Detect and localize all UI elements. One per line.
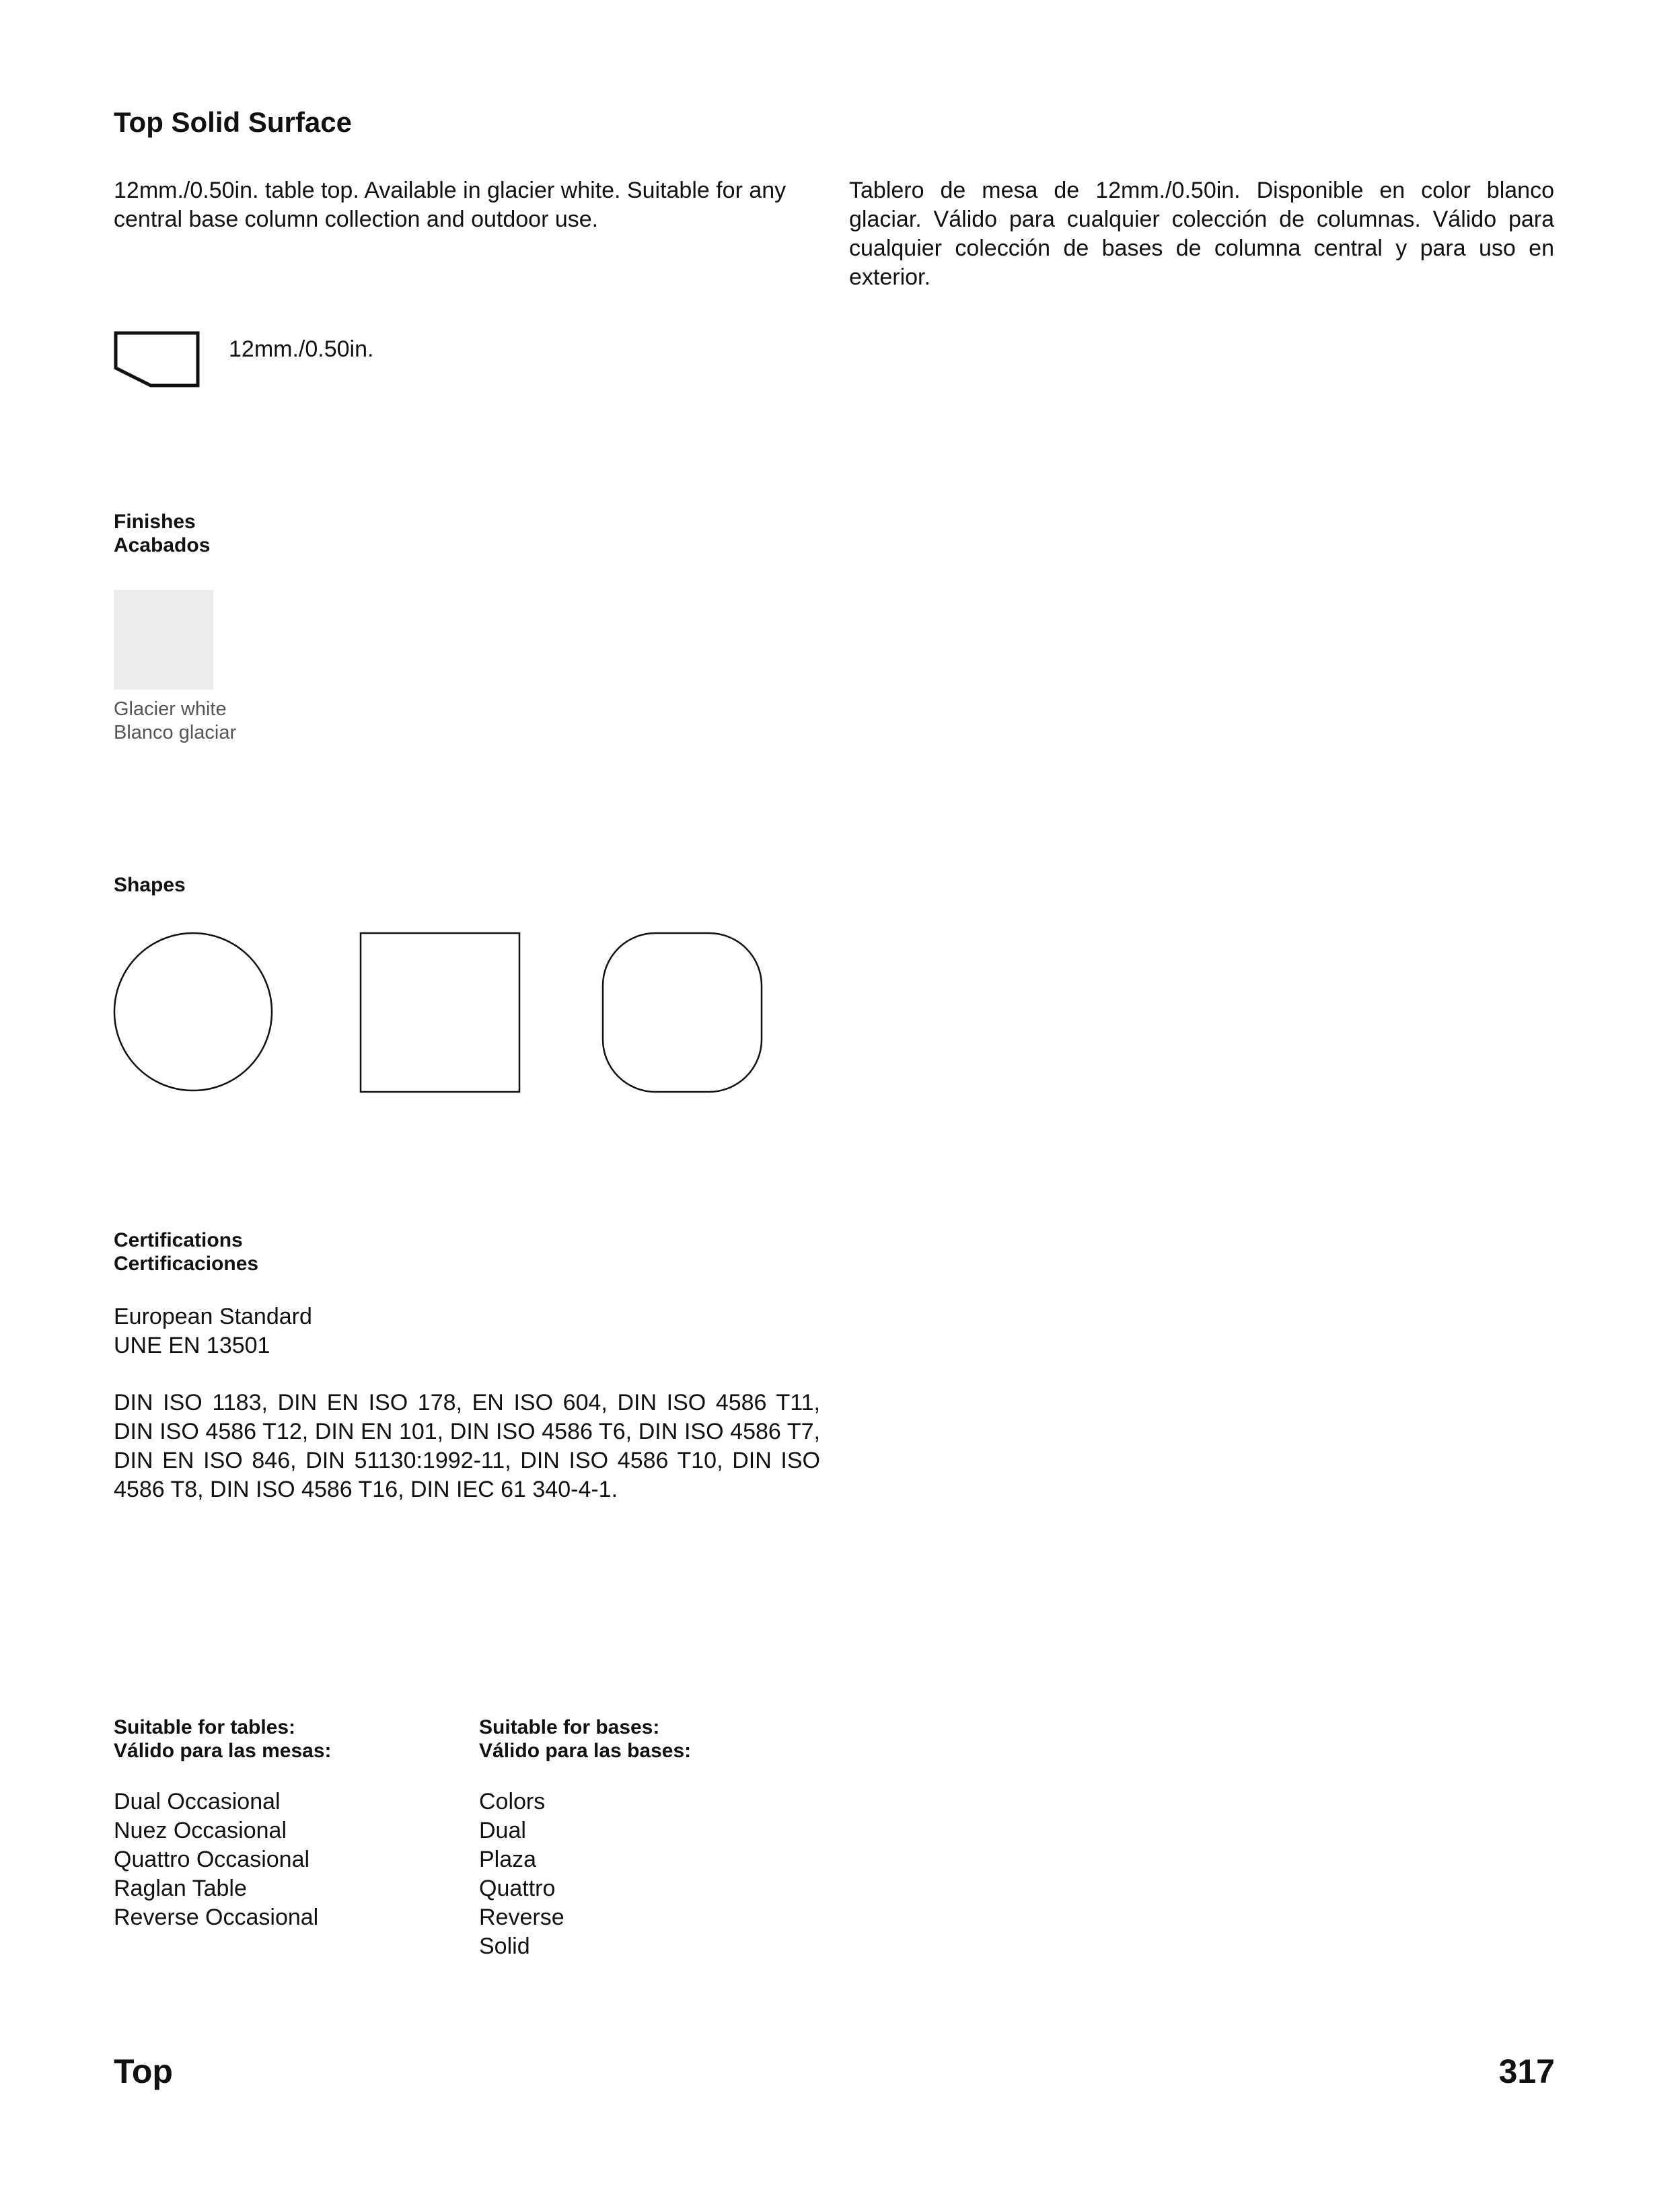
suitable-bases-list [479,1787,564,1961]
list-item: Nuez Occasional [114,1818,287,1843]
finish-name-es: Blanco glaciar [114,722,237,743]
finishes-heading [114,510,210,557]
edge-profile-icon [114,331,201,388]
thickness-label: 12mm./0.50in. [229,336,374,362]
page-number: 317 [1498,2053,1555,2090]
certification-list: DIN ISO 1183, DIN EN ISO 178, EN ISO 604, DIN ISO 4586 T11, DIN ISO 4586 T12, DIN EN 101, DIN ISO 4586 T6, DIN ISO 4586 T7, DIN EN ISO 846, DIN 51130:1992-11, DIN ISO 4586 T10, DIN ISO 4586 T8, DIN ISO 4586 T16, DIN IEC 61 340-4-1. [114,1390,820,1502]
suitable-bases-heading [479,1716,691,1763]
standard-line-2: UNE EN 13501 [114,1333,270,1358]
rounded-square-shape-icon [603,933,762,1092]
standard-line-1: European Standard [114,1304,312,1329]
certifications-heading-es: Certificaciones [114,1253,259,1275]
suitable-tables-heading-es: Válido para las mesas: [114,1740,332,1762]
square-shape-icon [361,933,519,1092]
list-item: Raglan Table [114,1876,247,1901]
certifications-heading [114,1228,258,1276]
description-spanish: Tablero de mesa de 12mm./0.50in. Disponible en color blanco glaciar. Válido para cualquier colección de columnas. Válido para cualquier colección de bases de columna central y para uso en exterior. [849,178,1554,290]
suitable-tables-heading [114,1716,332,1763]
shapes-heading: Shapes [114,874,186,896]
finishes-heading-en: Finishes [114,511,196,533]
list-item: Dual Occasional [114,1789,281,1814]
list-item: Quattro [479,1876,556,1901]
list-item: Reverse Occasional [114,1905,319,1930]
finish-swatch-label [114,698,236,745]
list-item: Solid [479,1933,530,1959]
suitable-tables-heading-en: Suitable for tables: [114,1716,296,1738]
description-english: 12mm./0.50in. table top. Available in glacier white. Suitable for any central base column collection and outdoor use. [114,178,787,232]
suitable-bases-heading-en: Suitable for bases: [479,1716,660,1738]
suitable-tables-list [114,1787,318,1932]
footer-section-title: Top [114,2053,173,2090]
page-title: Top Solid Surface [114,106,352,138]
list-item: Colors [479,1789,546,1814]
finish-name-en: Glacier white [114,698,227,720]
shapes-group [112,931,771,1099]
suitable-bases-heading-es: Válido para las bases: [479,1740,692,1762]
finishes-heading-es: Acabados [114,534,211,556]
round-shape-icon [114,933,272,1091]
list-item: Quattro Occasional [114,1847,310,1872]
list-item: Dual [479,1818,526,1843]
finish-swatch-glacier-white [114,590,213,690]
list-item: Plaza [479,1847,537,1872]
certifications-heading-en: Certifications [114,1229,243,1251]
list-item: Reverse [479,1905,564,1930]
certification-standard [114,1302,312,1360]
